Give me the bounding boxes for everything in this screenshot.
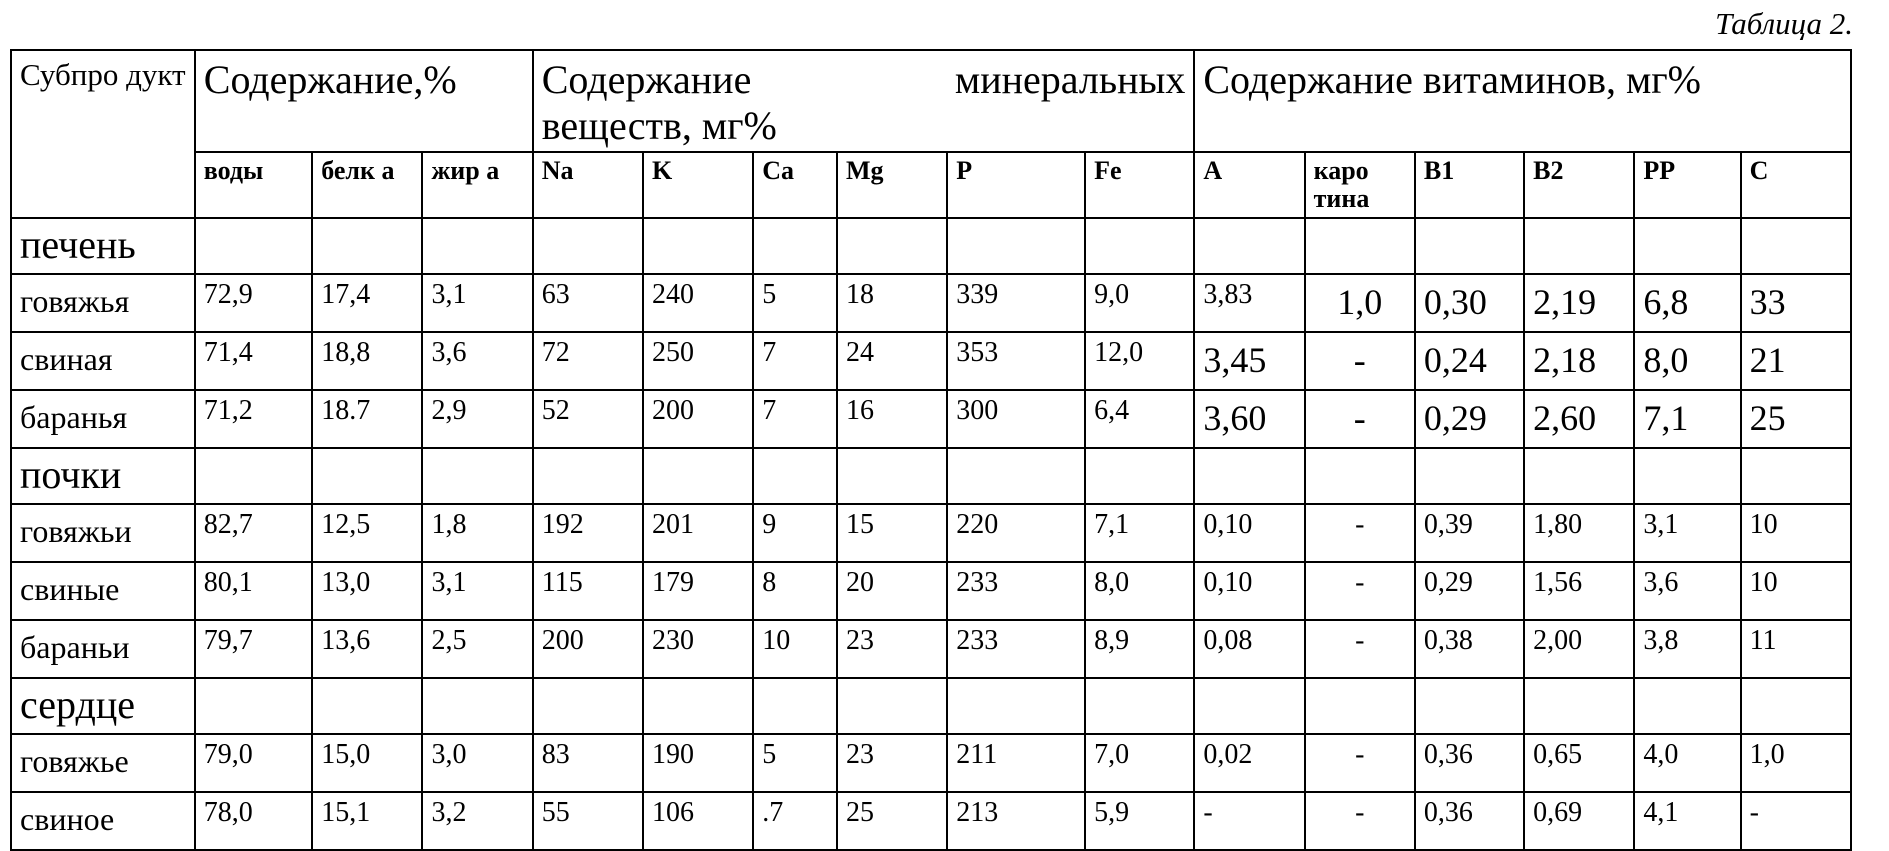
- table-cell: 9,0: [1085, 274, 1194, 332]
- empty-cell: [1305, 678, 1415, 734]
- empty-cell: [837, 218, 947, 274]
- table-cell: 233: [947, 620, 1085, 678]
- table-cell: 71,2: [195, 390, 312, 448]
- table-cell: 23: [837, 734, 947, 792]
- nutrition-table: [10, 49, 1852, 851]
- empty-cell: [422, 448, 532, 504]
- table-cell: 339: [947, 274, 1085, 332]
- empty-cell: [1194, 448, 1304, 504]
- table-cell: 5,9: [1085, 792, 1194, 850]
- empty-cell: [1085, 218, 1194, 274]
- row-name: бараньи: [11, 620, 195, 678]
- table-cell: -: [1305, 390, 1415, 448]
- empty-cell: [1741, 678, 1851, 734]
- col-header: воды: [195, 152, 312, 218]
- row-name: баранья: [11, 390, 195, 448]
- table-cell: 4,1: [1634, 792, 1740, 850]
- header-row-columns: [11, 152, 1851, 218]
- table-cell: 3,45: [1194, 332, 1304, 390]
- col-header: белк а: [312, 152, 422, 218]
- table-cell: 83: [533, 734, 643, 792]
- empty-cell: [643, 678, 753, 734]
- section-name: сердце: [11, 678, 195, 734]
- table-cell: 9: [753, 504, 837, 562]
- table-cell: -: [1305, 734, 1415, 792]
- table-cell: 18: [837, 274, 947, 332]
- table-cell: 1,56: [1524, 562, 1634, 620]
- table-cell: 240: [643, 274, 753, 332]
- table-cell: 7: [753, 332, 837, 390]
- table-cell: -: [1305, 620, 1415, 678]
- table-body: [11, 218, 1851, 850]
- empty-cell: [753, 678, 837, 734]
- table-cell: 1,0: [1305, 274, 1415, 332]
- table-cell: 8,0: [1634, 332, 1740, 390]
- empty-cell: [1524, 448, 1634, 504]
- empty-cell: [1194, 678, 1304, 734]
- table-cell: .7: [753, 792, 837, 850]
- empty-cell: [1741, 218, 1851, 274]
- table-cell: 0,29: [1415, 562, 1524, 620]
- table-cell: 192: [533, 504, 643, 562]
- header-minerals-word2: минеральных: [954, 57, 1186, 102]
- table-cell: 0,36: [1415, 734, 1524, 792]
- section-name: почки: [11, 448, 195, 504]
- table-cell: 7,1: [1634, 390, 1740, 448]
- table-cell: 115: [533, 562, 643, 620]
- table-cell: 2,18: [1524, 332, 1634, 390]
- table-cell: 13,0: [312, 562, 422, 620]
- section-row: [11, 678, 1851, 734]
- empty-cell: [753, 448, 837, 504]
- empty-cell: [753, 218, 837, 274]
- empty-cell: [195, 448, 312, 504]
- table-row: [11, 332, 1851, 390]
- empty-cell: [1305, 448, 1415, 504]
- col-header: C: [1741, 152, 1851, 218]
- table-cell: 250: [643, 332, 753, 390]
- table-cell: 21: [1741, 332, 1851, 390]
- empty-cell: [1085, 678, 1194, 734]
- table-cell: 0,02: [1194, 734, 1304, 792]
- table-cell: -: [1305, 562, 1415, 620]
- table-cell: 0,36: [1415, 792, 1524, 850]
- table-cell: 72,9: [195, 274, 312, 332]
- empty-cell: [947, 448, 1085, 504]
- empty-cell: [195, 678, 312, 734]
- table-caption: Таблица 2.: [1715, 6, 1853, 41]
- empty-cell: [643, 448, 753, 504]
- table-cell: 2,19: [1524, 274, 1634, 332]
- empty-cell: [1415, 448, 1524, 504]
- empty-cell: [1524, 218, 1634, 274]
- empty-cell: [195, 218, 312, 274]
- table-cell: 0,29: [1415, 390, 1524, 448]
- table-cell: 63: [533, 274, 643, 332]
- col-header: B2: [1524, 152, 1634, 218]
- empty-cell: [1415, 218, 1524, 274]
- table-cell: 6,4: [1085, 390, 1194, 448]
- table-cell: 1,80: [1524, 504, 1634, 562]
- empty-cell: [312, 448, 422, 504]
- empty-cell: [1741, 448, 1851, 504]
- table-cell: 190: [643, 734, 753, 792]
- empty-cell: [1085, 448, 1194, 504]
- empty-cell: [1634, 678, 1740, 734]
- table-cell: 3,2: [422, 792, 532, 850]
- table-row: [11, 792, 1851, 850]
- row-name: свиная: [11, 332, 195, 390]
- table-cell: 211: [947, 734, 1085, 792]
- table-cell: 3,6: [422, 332, 532, 390]
- table-cell: 8: [753, 562, 837, 620]
- row-name: свиные: [11, 562, 195, 620]
- table-cell: 213: [947, 792, 1085, 850]
- empty-cell: [1634, 448, 1740, 504]
- col-header: жир а: [422, 152, 532, 218]
- table-cell: 10: [1741, 562, 1851, 620]
- table-cell: 7,1: [1085, 504, 1194, 562]
- header-row-groups: [11, 50, 1851, 152]
- table-cell: -: [1194, 792, 1304, 850]
- table-cell: -: [1305, 504, 1415, 562]
- table-row: [11, 504, 1851, 562]
- empty-cell: [837, 448, 947, 504]
- table-cell: 3,1: [422, 274, 532, 332]
- table-cell: 55: [533, 792, 643, 850]
- table-cell: 7: [753, 390, 837, 448]
- header-content: Содержание,%: [195, 50, 533, 152]
- table-cell: 15,1: [312, 792, 422, 850]
- table-cell: 201: [643, 504, 753, 562]
- table-cell: 13,6: [312, 620, 422, 678]
- table-cell: 7,0: [1085, 734, 1194, 792]
- table-cell: 5: [753, 734, 837, 792]
- header-minerals-line2: веществ, мг%: [541, 103, 777, 148]
- row-name: свиное: [11, 792, 195, 850]
- table-cell: 3,83: [1194, 274, 1304, 332]
- table-cell: 18.7: [312, 390, 422, 448]
- table-cell: 0,10: [1194, 504, 1304, 562]
- table-cell: 2,00: [1524, 620, 1634, 678]
- table-row: [11, 734, 1851, 792]
- table-cell: 179: [643, 562, 753, 620]
- table-cell: 6,8: [1634, 274, 1740, 332]
- col-header: Na: [533, 152, 643, 218]
- section-name: печень: [11, 218, 195, 274]
- table-cell: 20: [837, 562, 947, 620]
- empty-cell: [837, 678, 947, 734]
- empty-cell: [422, 218, 532, 274]
- table-cell: 52: [533, 390, 643, 448]
- table-cell: -: [1305, 792, 1415, 850]
- table-cell: -: [1305, 332, 1415, 390]
- col-header: K: [643, 152, 753, 218]
- col-header: Ca: [753, 152, 837, 218]
- table-cell: 200: [643, 390, 753, 448]
- table-cell: 1,8: [422, 504, 532, 562]
- empty-cell: [533, 448, 643, 504]
- table-cell: 10: [1741, 504, 1851, 562]
- empty-cell: [1305, 218, 1415, 274]
- col-header: B1: [1415, 152, 1524, 218]
- table-cell: 220: [947, 504, 1085, 562]
- table-cell: 3,60: [1194, 390, 1304, 448]
- table-cell: 17,4: [312, 274, 422, 332]
- table-cell: 23: [837, 620, 947, 678]
- table-cell: 0,65: [1524, 734, 1634, 792]
- table-cell: 5: [753, 274, 837, 332]
- table-cell: 2,9: [422, 390, 532, 448]
- table-cell: 0,39: [1415, 504, 1524, 562]
- table-cell: 233: [947, 562, 1085, 620]
- table-cell: 79,0: [195, 734, 312, 792]
- table-cell: 0,38: [1415, 620, 1524, 678]
- empty-cell: [1524, 678, 1634, 734]
- table-cell: 0,24: [1415, 332, 1524, 390]
- empty-cell: [643, 218, 753, 274]
- table-cell: 71,4: [195, 332, 312, 390]
- col-header: каро тина: [1305, 152, 1415, 218]
- table-cell: 200: [533, 620, 643, 678]
- col-header: Mg: [837, 152, 947, 218]
- table-row: [11, 390, 1851, 448]
- table-cell: 18,8: [312, 332, 422, 390]
- table-cell: 12,5: [312, 504, 422, 562]
- table-cell: 11: [1741, 620, 1851, 678]
- table-cell: 82,7: [195, 504, 312, 562]
- col-header: P: [947, 152, 1085, 218]
- col-header: A: [1194, 152, 1304, 218]
- table-cell: 353: [947, 332, 1085, 390]
- table-cell: 0,30: [1415, 274, 1524, 332]
- table-cell: 0,69: [1524, 792, 1634, 850]
- table-cell: 25: [1741, 390, 1851, 448]
- table-cell: 8,0: [1085, 562, 1194, 620]
- table-cell: 24: [837, 332, 947, 390]
- table-cell: 15,0: [312, 734, 422, 792]
- col-header: Fe: [1085, 152, 1194, 218]
- table-cell: 0,08: [1194, 620, 1304, 678]
- table-cell: 3,6: [1634, 562, 1740, 620]
- table-cell: 16: [837, 390, 947, 448]
- table-cell: 10: [753, 620, 837, 678]
- table-cell: 79,7: [195, 620, 312, 678]
- header-vitamins: Содержание витаминов, мг%: [1194, 50, 1851, 152]
- empty-cell: [1415, 678, 1524, 734]
- table-cell: 78,0: [195, 792, 312, 850]
- table-cell: 230: [643, 620, 753, 678]
- table-cell: 25: [837, 792, 947, 850]
- empty-cell: [422, 678, 532, 734]
- table-cell: 2,60: [1524, 390, 1634, 448]
- table-cell: 3,0: [422, 734, 532, 792]
- table-cell: 80,1: [195, 562, 312, 620]
- header-minerals-word1: Содержание: [541, 57, 752, 102]
- col-header: PP: [1634, 152, 1740, 218]
- empty-cell: [947, 218, 1085, 274]
- table-cell: 72: [533, 332, 643, 390]
- table-cell: 8,9: [1085, 620, 1194, 678]
- empty-cell: [312, 678, 422, 734]
- table-cell: -: [1741, 792, 1851, 850]
- table-cell: 3,8: [1634, 620, 1740, 678]
- row-name: говяжья: [11, 274, 195, 332]
- table-row: [11, 620, 1851, 678]
- empty-cell: [947, 678, 1085, 734]
- table-cell: 3,1: [1634, 504, 1740, 562]
- table-row: [11, 562, 1851, 620]
- table-cell: 12,0: [1085, 332, 1194, 390]
- table-cell: 3,1: [422, 562, 532, 620]
- empty-cell: [1634, 218, 1740, 274]
- table-cell: 300: [947, 390, 1085, 448]
- empty-cell: [533, 678, 643, 734]
- empty-cell: [533, 218, 643, 274]
- table-cell: 106: [643, 792, 753, 850]
- section-row: [11, 448, 1851, 504]
- table-row: [11, 274, 1851, 332]
- header-product: Субпро дукт: [11, 50, 195, 218]
- table-cell: 0,10: [1194, 562, 1304, 620]
- row-name: говяжьи: [11, 504, 195, 562]
- row-name: говяжье: [11, 734, 195, 792]
- table-cell: 15: [837, 504, 947, 562]
- table-cell: 4,0: [1634, 734, 1740, 792]
- table-cell: 1,0: [1741, 734, 1851, 792]
- empty-cell: [312, 218, 422, 274]
- header-minerals: [533, 50, 1195, 152]
- empty-cell: [1194, 218, 1304, 274]
- table-cell: 33: [1741, 274, 1851, 332]
- table-cell: 2,5: [422, 620, 532, 678]
- section-row: [11, 218, 1851, 274]
